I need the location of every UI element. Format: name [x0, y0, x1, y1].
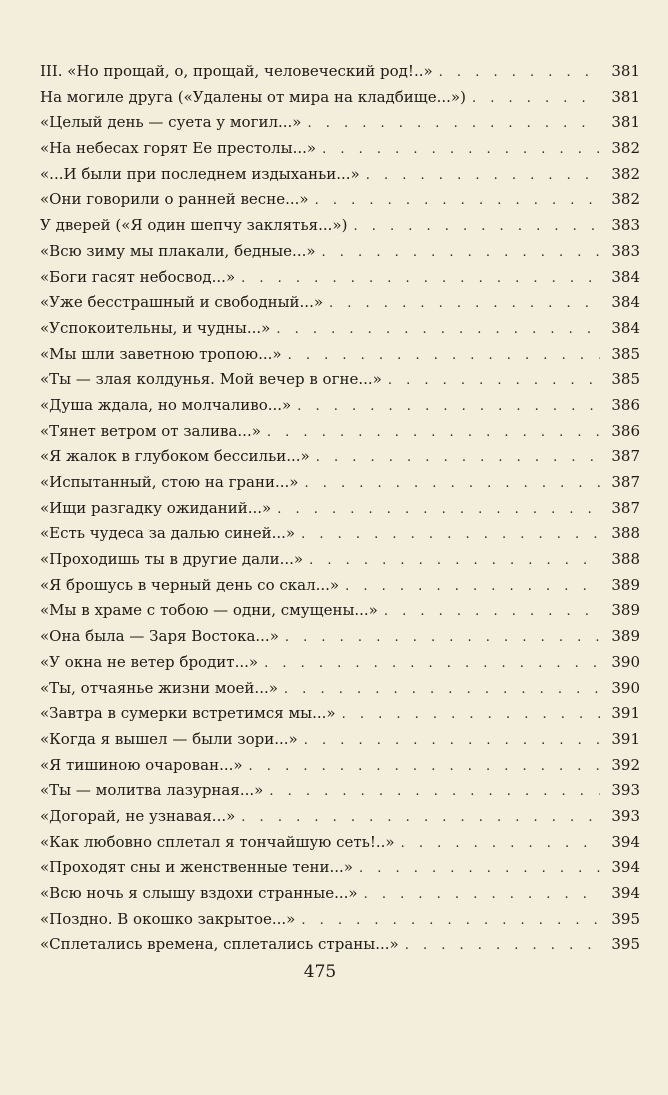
dot-leader [353, 219, 600, 234]
toc-entry-page: 389 [611, 601, 640, 620]
dot-leader [405, 938, 600, 953]
toc-entry-title: «Испытанный, стою на грани...» [40, 473, 299, 491]
page-number: 475 [303, 962, 337, 982]
toc-entry-page: 391 [611, 729, 640, 748]
toc-entry [40, 807, 640, 833]
toc-entry [40, 319, 640, 345]
toc-entry-page: 383 [611, 216, 640, 235]
toc-entry-title: «Сплетались времена, сплетались страны...» [40, 935, 399, 954]
dot-leader [364, 887, 600, 902]
toc-entry [40, 88, 640, 114]
dot-leader [384, 604, 600, 619]
toc-entry-title: «Мы шли заветною тропою...» [40, 344, 282, 363]
dot-leader [439, 65, 600, 80]
dot-leader [307, 116, 600, 131]
toc-entry-page: 392 [611, 755, 640, 774]
toc-entry-title: «Проходишь ты в другие дали...» [40, 550, 304, 569]
toc-entry [40, 62, 640, 88]
toc-entry-page: 386 [611, 395, 640, 414]
dot-leader [345, 579, 600, 594]
toc-entry-title: III. «Но прощай, о, прощай, человеческий род!..» [40, 62, 433, 80]
dot-leader [285, 630, 600, 645]
toc-entry [40, 704, 640, 730]
toc-entry-page: 394 [611, 884, 640, 902]
toc-entry-page: 395 [611, 909, 640, 928]
toc-entry-title: «Ищи разгадку ожиданий...» [40, 498, 272, 517]
toc-entry-title: «Поздно. В окошко закрытое...» [40, 909, 296, 928]
toc-entry-title: «Завтра в сумерки встретимся мы...» [40, 704, 336, 723]
toc-entry [40, 910, 640, 936]
dot-leader [304, 733, 600, 748]
toc-entry-page: 386 [611, 421, 640, 440]
toc-entry [40, 627, 640, 653]
toc-entry-page: 388 [611, 550, 640, 569]
dot-leader [288, 348, 600, 363]
toc-entry [40, 370, 640, 396]
toc-entry [40, 679, 640, 705]
toc-entry [40, 858, 640, 884]
dot-leader [241, 810, 600, 825]
toc-entry [40, 473, 640, 499]
toc-entry-page: 382 [611, 139, 640, 158]
toc-entry-title: У дверей («Я один шепчу заклятья...») [40, 216, 348, 235]
dot-leader [401, 836, 600, 851]
toc-entry-page: 384 [611, 318, 640, 337]
dot-leader [269, 784, 600, 799]
table-of-contents [40, 62, 640, 961]
toc-entry [40, 524, 640, 550]
toc-entry [40, 935, 640, 961]
dot-leader [322, 142, 600, 157]
dot-leader [264, 656, 600, 671]
dot-leader [388, 373, 600, 388]
dot-leader [366, 168, 600, 183]
dot-leader [284, 682, 600, 697]
toc-entry-title: «Целый день — суета у могил...» [40, 113, 302, 132]
toc-entry [40, 499, 640, 525]
toc-entry-title: «Как любовно сплетал я тончайшую сеть!..» [40, 832, 395, 851]
dot-leader [309, 553, 600, 568]
toc-entry-title: «Мы в храме с тобою — одни, смущены...» [40, 601, 378, 620]
toc-entry [40, 113, 640, 139]
dot-leader [276, 322, 600, 337]
toc-entry-title: «Успокоительны, и чудны...» [40, 318, 271, 337]
toc-entry [40, 601, 640, 627]
dot-leader [241, 271, 600, 286]
dot-leader [301, 527, 600, 542]
toc-entry [40, 781, 640, 807]
toc-entry [40, 396, 640, 422]
toc-entry-page: 395 [611, 935, 640, 954]
toc-entry-title: «Они говорили о ранней весне...» [40, 190, 309, 209]
dot-leader [329, 296, 600, 311]
toc-entry [40, 293, 640, 319]
toc-entry-title: На могиле друга («Удалены от мира на кладбище...») [40, 87, 466, 106]
toc-entry-title: «Ты — злая колдунья. Мой вечер в огне...» [40, 370, 382, 389]
toc-entry-page: 385 [611, 344, 640, 363]
toc-entry-title: «Душа ждала, но молчаливо...» [40, 395, 292, 414]
dot-leader [359, 861, 600, 876]
dot-leader [297, 399, 600, 414]
dot-leader [472, 91, 600, 106]
toc-entry [40, 139, 640, 165]
toc-entry-title: «Я брошусь в черный день со скал...» [40, 575, 340, 594]
toc-entry-title: «Я тишиною очарован...» [40, 755, 243, 774]
dot-leader [249, 759, 600, 774]
toc-entry-page: 384 [611, 293, 640, 312]
dot-leader [304, 476, 600, 491]
toc-entry-page: 390 [611, 652, 640, 671]
toc-entry-page: 389 [611, 575, 640, 594]
toc-entry-page: 381 [611, 87, 640, 106]
toc-entry [40, 576, 640, 602]
toc-entry-page: 390 [611, 678, 640, 697]
toc-entry [40, 242, 640, 268]
toc-entry-title: «Всю ночь я слышу вздохи странные...» [40, 884, 358, 902]
toc-entry [40, 422, 640, 448]
toc-entry-page: 382 [611, 164, 640, 183]
toc-entry-title: «...И были при последнем издыханьи...» [40, 164, 360, 183]
toc-entry-title: «У окна не ветер бродит...» [40, 652, 259, 671]
toc-entry-page: 387 [611, 473, 640, 491]
toc-entry-title: «Догорай, не узнавая...» [40, 806, 236, 825]
toc-entry-page: 381 [611, 62, 640, 80]
toc-entry-title: «Боги гасят небосвод...» [40, 267, 236, 286]
toc-entry-page: 391 [611, 704, 640, 723]
toc-entry [40, 345, 640, 371]
toc-entry [40, 730, 640, 756]
toc-entry-title: «Ты — молитва лазурная...» [40, 781, 264, 800]
toc-entry-page: 394 [611, 832, 640, 851]
toc-entry-page: 389 [611, 627, 640, 646]
toc-entry-page: 382 [611, 190, 640, 209]
dot-leader [342, 707, 600, 722]
toc-entry-title: «Есть чудеса за далью синей...» [40, 524, 296, 543]
toc-entry-title: «Уже бесстрашный и свободный...» [40, 293, 324, 312]
dot-leader [267, 425, 600, 440]
toc-entry [40, 216, 640, 242]
toc-entry-page: 387 [611, 447, 640, 466]
dot-leader [277, 502, 600, 517]
toc-entry-page: 387 [611, 498, 640, 517]
toc-entry-page: 385 [611, 370, 640, 389]
toc-entry-title: «Проходят сны и женственные тени...» [40, 858, 353, 877]
toc-entry [40, 884, 640, 910]
toc-entry-title: «Когда я вышел — были зори...» [40, 729, 298, 748]
dot-leader [301, 913, 600, 928]
toc-entry-page: 383 [611, 241, 640, 260]
dot-leader [315, 193, 600, 208]
toc-entry [40, 190, 640, 216]
toc-entry-title: «Тянет ветром от залива...» [40, 421, 261, 440]
toc-entry [40, 165, 640, 191]
dot-leader [316, 450, 600, 465]
toc-entry-page: 381 [611, 113, 640, 132]
toc-entry-page: 393 [611, 781, 640, 800]
toc-entry-title: «Ты, отчаянье жизни моей...» [40, 678, 278, 697]
toc-entry-page: 393 [611, 806, 640, 825]
toc-entry-page: 384 [611, 267, 640, 286]
toc-entry-title: «Я жалок в глубоком бессильи...» [40, 447, 310, 466]
toc-entry-page: 388 [611, 524, 640, 543]
toc-entry-title: «На небесах горят Ее престолы...» [40, 139, 317, 158]
toc-entry [40, 447, 640, 473]
dot-leader [322, 245, 600, 260]
toc-entry [40, 268, 640, 294]
toc-entry-page: 394 [611, 858, 640, 877]
toc-entry [40, 756, 640, 782]
toc-entry-title: «Она была — Заря Востока...» [40, 627, 279, 646]
toc-entry [40, 833, 640, 859]
toc-entry-title: «Всю зиму мы плакали, бедные...» [40, 241, 316, 260]
toc-entry [40, 550, 640, 576]
toc-entry [40, 653, 640, 679]
